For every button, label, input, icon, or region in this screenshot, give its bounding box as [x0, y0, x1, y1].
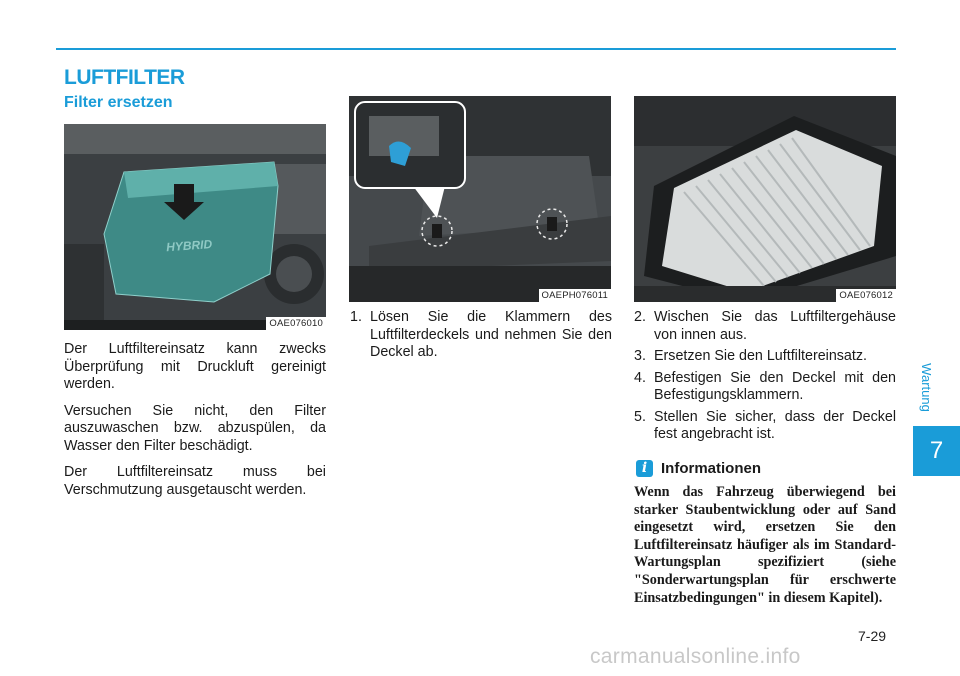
- step-text: Stellen Sie sicher, dass der Deckel fest angebracht ist.: [654, 408, 896, 442]
- info-title: Informationen: [661, 460, 761, 477]
- info-icon: i: [636, 460, 653, 477]
- step-item: [634, 348, 896, 366]
- chapter-side-label: Wartung: [918, 363, 934, 412]
- step-item: [634, 409, 896, 444]
- step-number: 5.: [634, 408, 646, 425]
- figure-code: OAEPH076011: [539, 289, 611, 302]
- figure-filter-element: [634, 96, 896, 302]
- step-item: [634, 370, 896, 405]
- paragraph: Der Luftfiltereinsatz kann zwecks Überprüfung mit Druckluft gereinigt werden.: [64, 341, 326, 392]
- step-number: 3.: [634, 348, 646, 364]
- hybrid-engraving: HYBRID: [165, 237, 213, 255]
- step-number: 1.: [350, 309, 362, 325]
- info-header: [636, 460, 761, 477]
- step-text: Lösen Sie die Klammern des Luftfilterdeckels und nehmen Sie den Deckel ab.: [370, 309, 612, 360]
- figure-cover-clamps: [349, 96, 611, 302]
- step-text: Ersetzen Sie den Luftfiltereinsatz.: [654, 348, 867, 364]
- step-number: 4.: [634, 369, 646, 386]
- paragraph: Der Luftfiltereinsatz muss bei Verschmutzung ausgetauscht werden.: [64, 464, 326, 498]
- info-text: Wenn das Fahrzeug überwiegend bei starker Staubentwicklung oder auf Sand eingesetzt wird, ersetzen Sie den Luftfiltereinsatz häufiger als im Standard-Wartungsplan spezifiziert (siehe "Sonderwartungsplan für erschwerte Einsatzbedingungen" in diesem Kapitel).: [634, 484, 896, 606]
- step-text: Wischen Sie das Luftfiltergehäuse von innen aus.: [654, 309, 896, 343]
- figure-code: OAE076010: [266, 317, 326, 330]
- steps-column-2: [350, 309, 612, 366]
- page-number: 7-29: [858, 628, 887, 644]
- step-number: 2.: [634, 309, 646, 325]
- figure-air-filter-location: [64, 124, 326, 330]
- step-item: [350, 309, 612, 362]
- steps-column-3: [634, 309, 896, 448]
- section-title: LUFTFILTER: [64, 66, 185, 89]
- chapter-tab[interactable]: 7: [913, 426, 960, 476]
- watermark: carmanualsonline.info: [590, 645, 801, 668]
- subsection-title: Filter ersetzen: [64, 94, 173, 111]
- step-item: [634, 309, 896, 344]
- top-rule: [56, 48, 896, 50]
- intro-text: [64, 341, 326, 508]
- figure-code: OAE076012: [836, 289, 896, 302]
- step-text: Befestigen Sie den Deckel mit den Befestigungsklammern.: [654, 369, 896, 403]
- paragraph: Versuchen Sie nicht, den Filter auszuwaschen bzw. abzuspülen, da Wasser den Filter beschädigt.: [64, 402, 326, 454]
